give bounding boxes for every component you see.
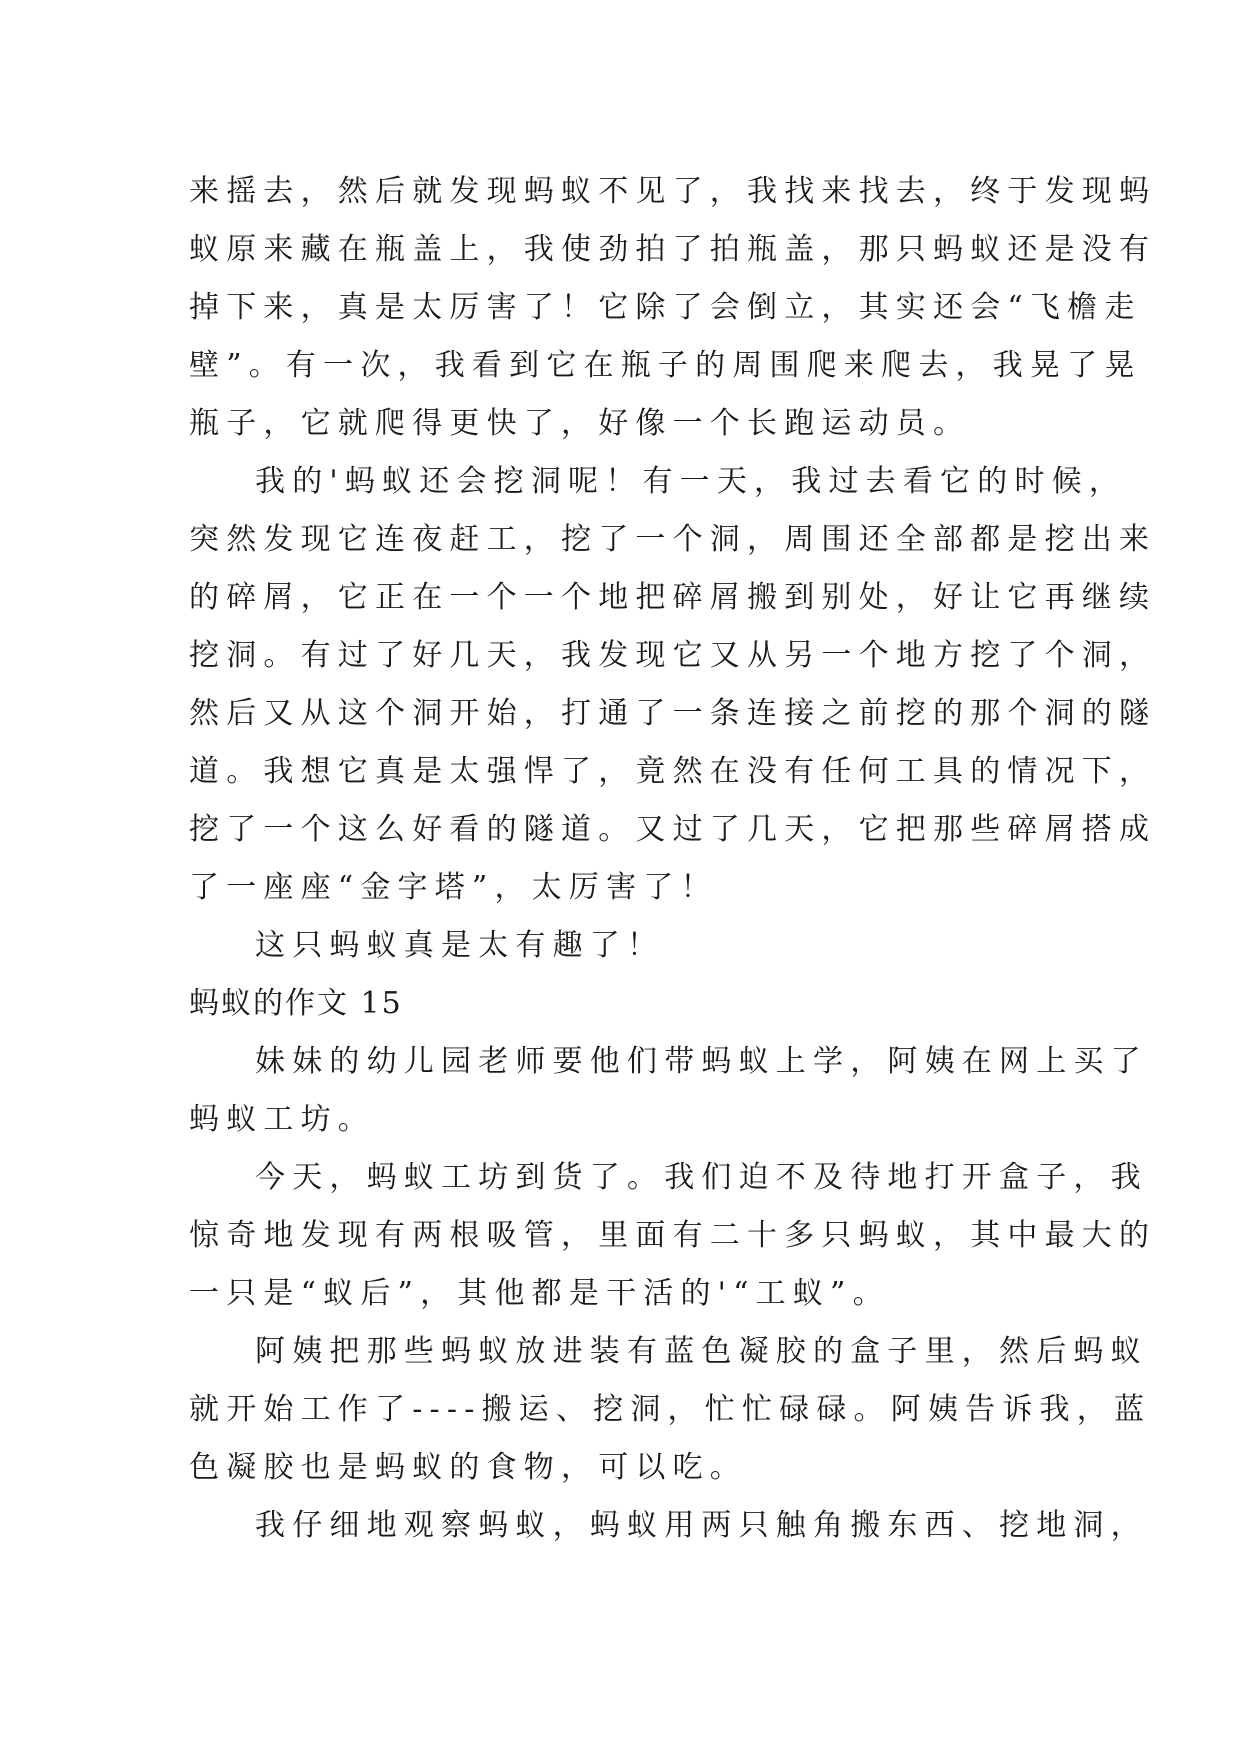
paragraph-start-line: 我的'蚂蚁还会挖洞呢！有一天，我过去看它的时候， (255, 464, 1127, 499)
text-line: 一只是“蚁后”，其他都是干活的'“工蚁”。 (189, 1276, 890, 1311)
section-heading: 蚂蚁的作文 15 (189, 986, 403, 1021)
text-line: 了一座座“金字塔”，太厉害了！ (189, 870, 718, 905)
text-line: 瓶子，它就爬得更快了，好像一个长跑运动员。 (189, 406, 971, 441)
text-line: 惊奇地发现有两根吸管，里面有二十多只蚂蚁，其中最大的 (189, 1218, 1157, 1253)
text-line: 就开始工作了----搬运、挖洞，忙忙碌碌。阿姨告诉我，蓝 (189, 1392, 1152, 1427)
text-line: 然后又从这个洞开始，打通了一条连接之前挖的那个洞的隧 (189, 696, 1157, 731)
text-line: 来摇去，然后就发现蚂蚁不见了，我找来找去，终于发现蚂 (189, 174, 1157, 209)
text-line: 的碎屑，它正在一个一个地把碎屑搬到别处，好让它再继续 (189, 580, 1157, 615)
paragraph-start-line: 今天，蚂蚁工坊到货了。我们迫不及待地打开盒子，我 (255, 1160, 1148, 1195)
paragraph-start-line: 我仔细地观察蚂蚁，蚂蚁用两只触角搬东西、挖地洞， (255, 1508, 1148, 1543)
text-line: 壁”。有一次，我看到它在瓶子的周围爬来爬去，我晃了晃 (189, 348, 1142, 383)
text-line: 蚂蚁工坊。 (189, 1102, 375, 1137)
text-line: 挖了一个这么好看的隧道。又过了几天，它把那些碎屑搭成 (189, 812, 1157, 847)
paragraph-start-line: 这只蚂蚁真是太有趣了！ (255, 928, 665, 963)
text-line: 蚁原来藏在瓶盖上，我使劲拍了拍瓶盖，那只蚂蚁还是没有 (189, 232, 1157, 267)
text-line: 挖洞。有过了好几天，我发现它又从另一个地方挖了个洞， (189, 638, 1157, 673)
text-line: 道。我想它真是太强悍了，竟然在没有任何工具的情况下， (189, 754, 1157, 789)
paragraph-start-line: 妹妹的幼儿园老师要他们带蚂蚁上学，阿姨在网上买了 (255, 1044, 1148, 1079)
paragraph-start-line: 阿姨把那些蚂蚁放进装有蓝色凝胶的盒子里，然后蚂蚁 (255, 1334, 1148, 1369)
text-line: 色凝胶也是蚂蚁的食物，可以吃。 (189, 1450, 747, 1485)
essay-text (189, 163, 1157, 1555)
text-line: 突然发现它连夜赶工，挖了一个洞，周围还全部都是挖出来 (189, 522, 1157, 557)
text-line: 掉下来，真是太厉害了！它除了会倒立，其实还会“飞檐走 (189, 290, 1142, 325)
